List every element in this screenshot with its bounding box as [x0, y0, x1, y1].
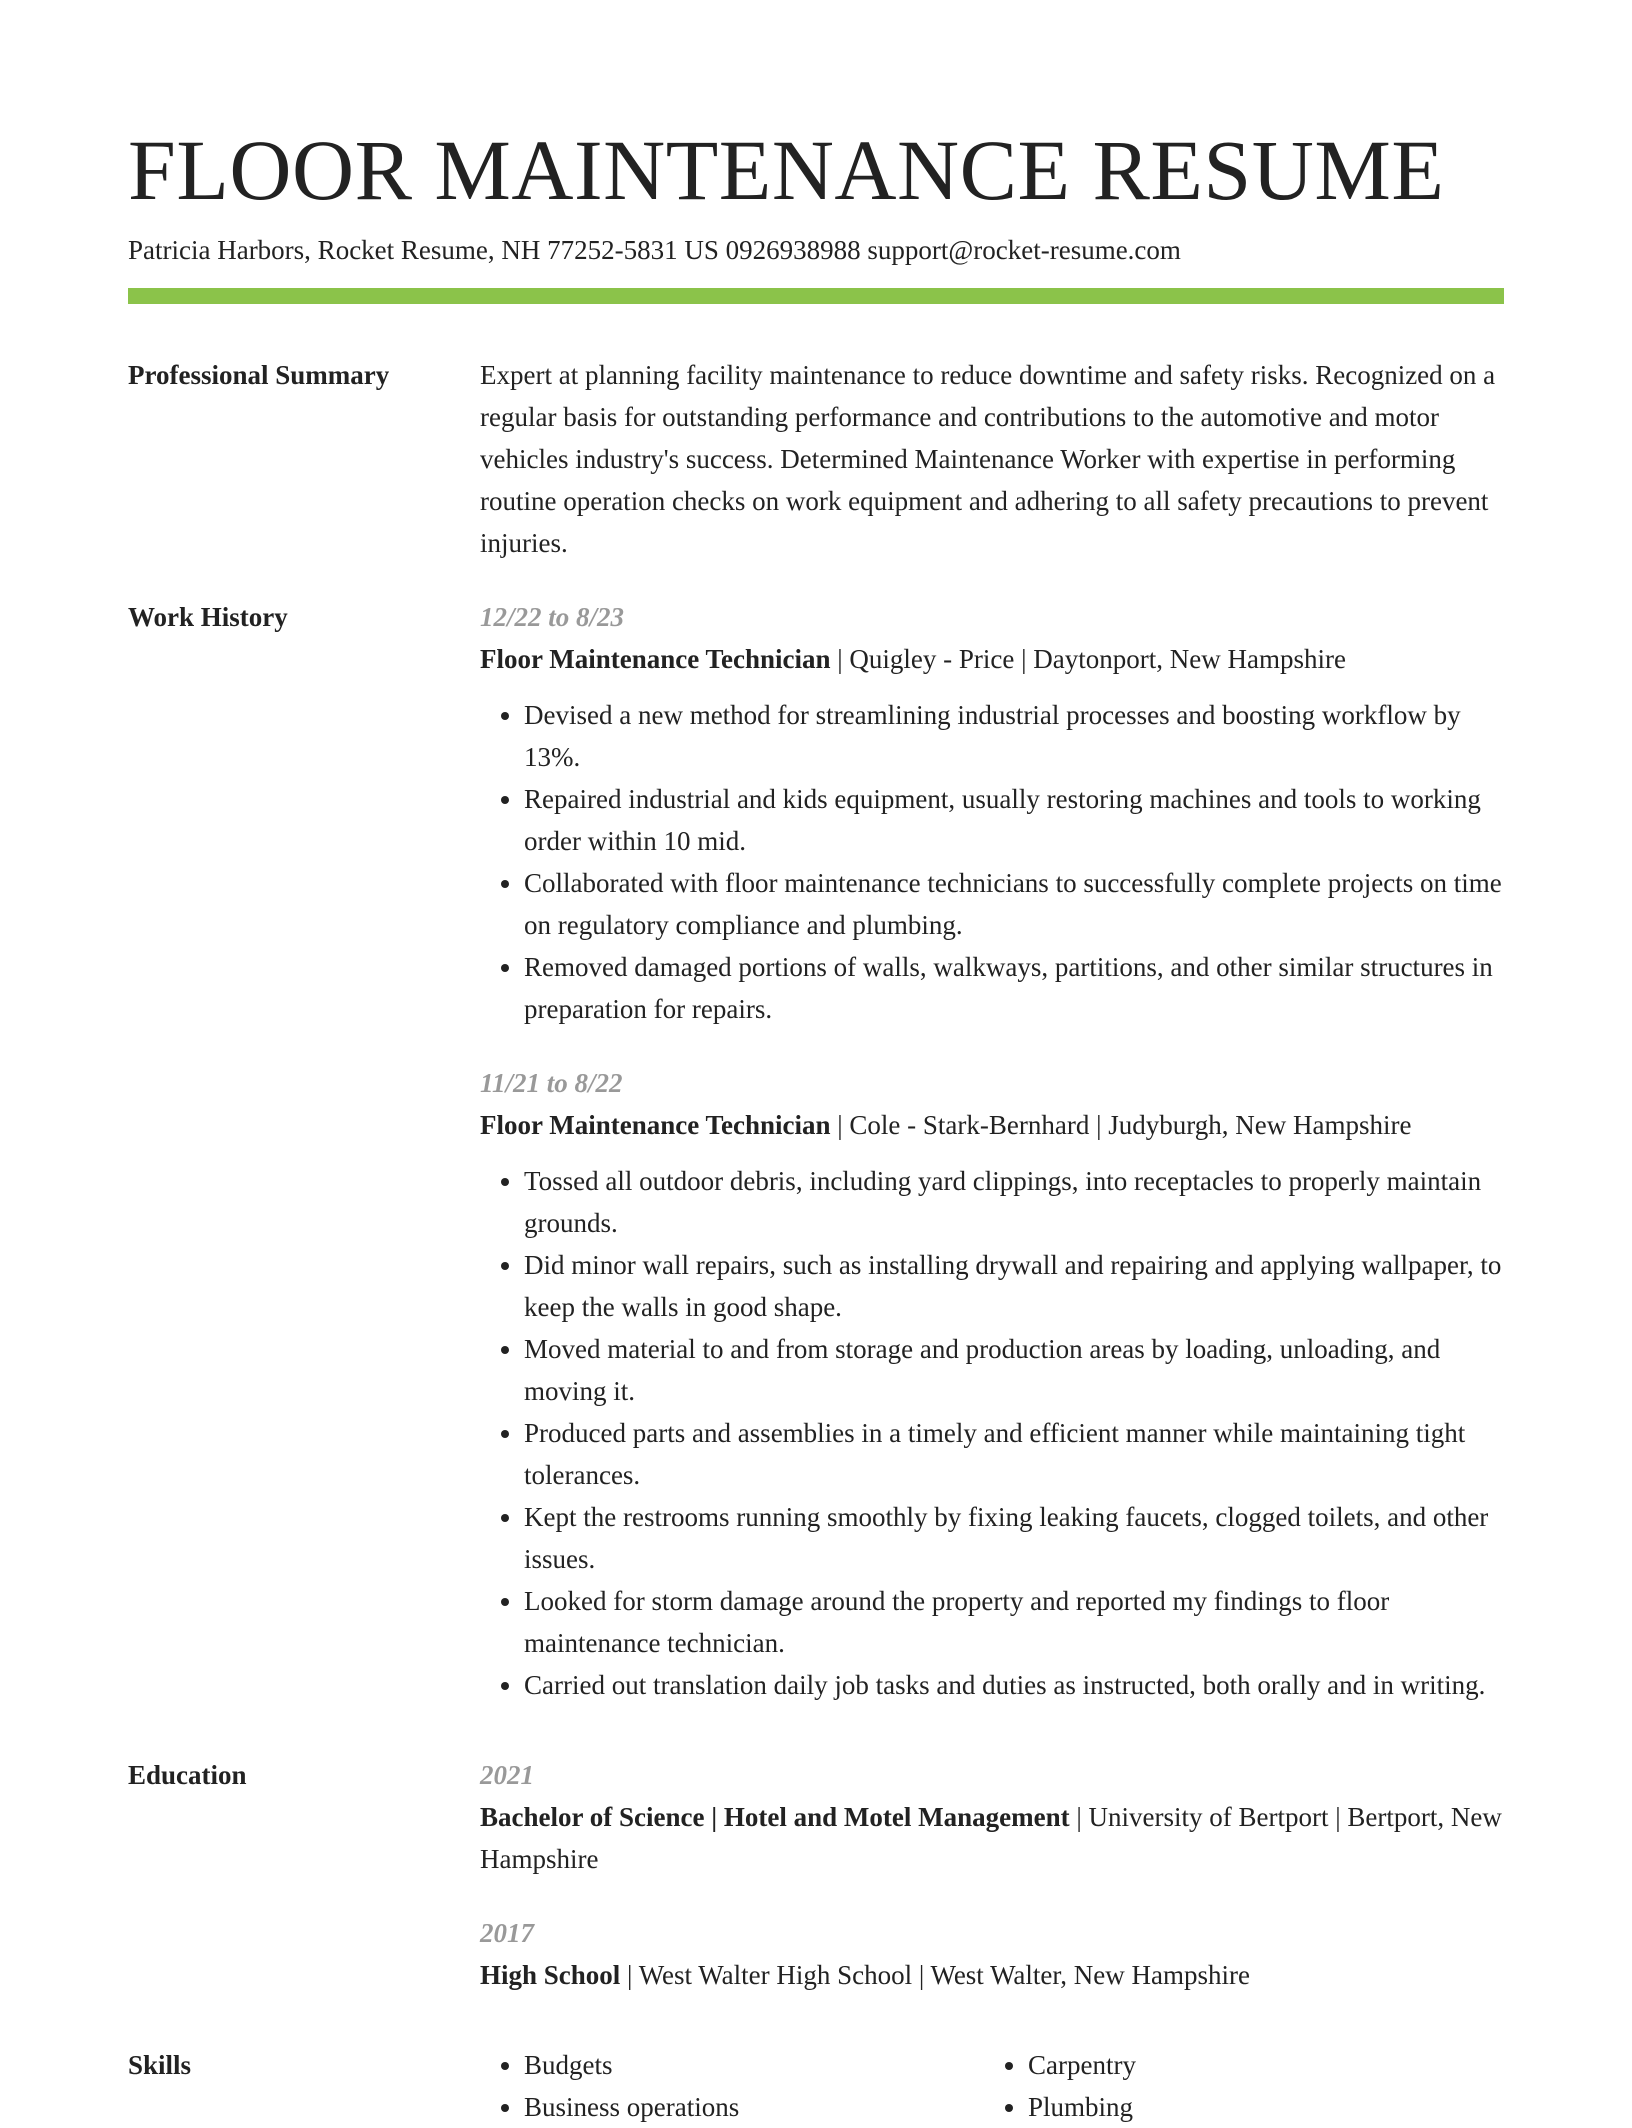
summary-text: Expert at planning facility maintenance to reduce downtime and safety risks. Recognized on a regular basis for outstanding performance and contributions to the automotive and motor vehicles industry's success. Determined Maintenance Worker with expertise in performing routine operation checks on work equipment and adhering to all safety precautions to prevent injuries. [480, 360, 1496, 558]
skill-item: • Budgets [524, 2044, 984, 2086]
skill-item: • Carpentry [1028, 2044, 1488, 2086]
work-history-section [128, 596, 1504, 1738]
job-bullet: • Did minor wall repairs, such as installing drywall and repairing and applying wallpaper, to keep the walls in good shape. [524, 1244, 1504, 1328]
job-entry [480, 596, 1504, 1030]
education-heading: Education [128, 1760, 247, 1790]
resume-title: FLOOR MAINTENANCE RESUME [128, 122, 1445, 218]
work-history-heading: Work History [128, 602, 288, 632]
job-bullet: • Moved material to and from storage and production areas by loading, unloading, and moving it. [524, 1328, 1504, 1412]
job-bullet: • Removed damaged portions of walls, walkways, partitions, and other similar structures in preparation for repairs. [524, 946, 1504, 1030]
education-year: 2021 [480, 1760, 534, 1790]
skills-section [128, 2044, 1504, 2128]
education-year: 2017 [480, 1918, 534, 1948]
job-title-line [480, 638, 1504, 680]
accent-divider [128, 288, 1504, 304]
skills-columns [480, 2044, 1504, 2128]
education-entry [480, 1754, 1504, 1880]
job-dates: 12/22 to 8/23 [480, 602, 625, 632]
education-entry [480, 1912, 1504, 1996]
resume-page [128, 0, 1504, 2128]
job-bullet: • Produced parts and assemblies in a timely and efficient manner while maintaining tight tolerances. [524, 1412, 1504, 1496]
job-bullets [480, 694, 1504, 1030]
skills-list-left [480, 2044, 984, 2128]
education-line [480, 1796, 1504, 1880]
skill-item: • Plumbing [1028, 2086, 1488, 2128]
job-bullet: • Kept the restrooms running smoothly by fixing leaking faucets, clogged toilets, and other issues. [524, 1496, 1504, 1580]
summary-heading: Professional Summary [128, 360, 390, 390]
education-degree: Bachelor of Science | Hotel and Motel Management [480, 1802, 1070, 1832]
education-line [480, 1954, 1504, 1996]
job-bullet: • Carried out translation daily job tasks and duties as instructed, both orally and in writing. [524, 1664, 1504, 1706]
job-entry [480, 1062, 1504, 1706]
job-bullets [480, 1160, 1504, 1706]
job-bullet: • Collaborated with floor maintenance technicians to successfully complete projects on time on regulatory compliance and plumbing. [524, 862, 1504, 946]
job-dates: 11/21 to 8/22 [480, 1068, 623, 1098]
skills-list-right [984, 2044, 1488, 2128]
education-degree: High School [480, 1960, 621, 1990]
job-title-line [480, 1104, 1504, 1146]
education-school-location: | West Walter High School | West Walter, New Hampshire [620, 1960, 1250, 1990]
education-school-location: | University of Bertport | Bertport, New Hampshire [480, 1802, 1502, 1874]
job-bullet: • Looked for storm damage around the property and reported my findings to floor maintenance technician. [524, 1580, 1504, 1664]
job-title: Floor Maintenance Technician [480, 1110, 831, 1140]
job-bullet: • Repaired industrial and kids equipment, usually restoring machines and tools to working order within 10 mid. [524, 778, 1504, 862]
summary-section [128, 354, 1504, 564]
job-title: Floor Maintenance Technician [480, 644, 831, 674]
job-company-location: | Quigley - Price | Daytonport, New Hampshire [830, 644, 1346, 674]
skills-heading: Skills [128, 2050, 192, 2080]
job-bullet: • Tossed all outdoor debris, including yard clippings, into receptacles to properly maintain grounds. [524, 1160, 1504, 1244]
job-company-location: | Cole - Stark-Bernhard | Judyburgh, New Hampshire [830, 1110, 1412, 1140]
job-bullet: • Devised a new method for streamlining industrial processes and boosting workflow by 13%. [524, 694, 1504, 778]
education-section [128, 1754, 1504, 2028]
contact-line: Patricia Harbors, Rocket Resume, NH 77252-5831 US 0926938988 support@rocket-resume.com [128, 235, 1181, 265]
skill-item: • Business operations [524, 2086, 984, 2128]
